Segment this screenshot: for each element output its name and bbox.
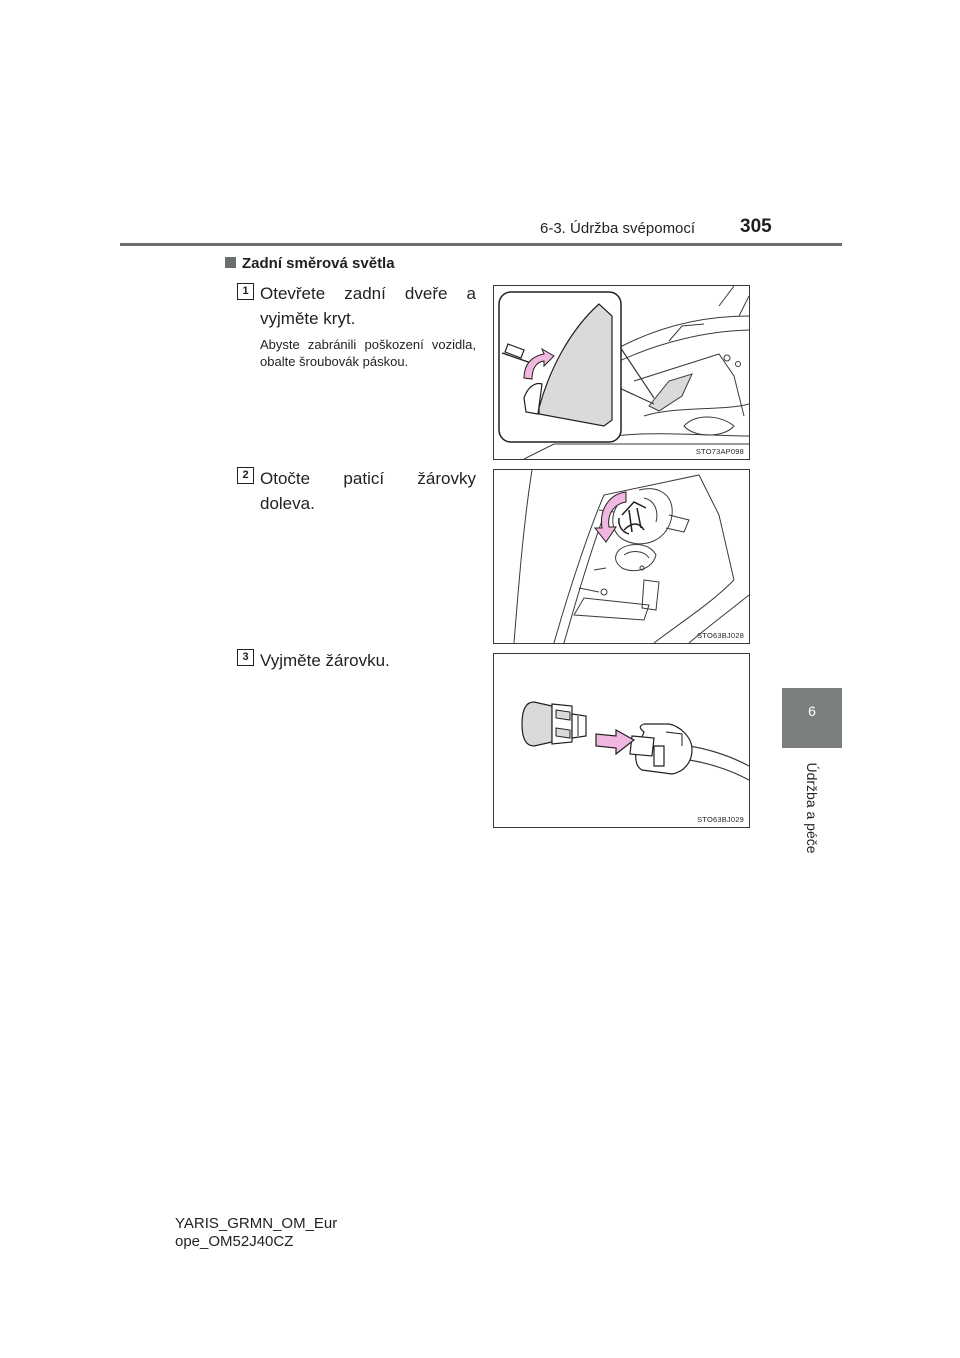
section-heading — [225, 255, 395, 272]
figure-1-illustration — [494, 286, 749, 459]
figure-3-code: STO63BJ029 — [697, 815, 744, 824]
step-2-text: Otočte paticí žárovky doleva. — [260, 469, 476, 513]
step-1-text: Otevřete zadní dveře a vyjměte kryt. — [260, 284, 476, 328]
step-badge-3: 3 — [237, 649, 254, 666]
page-number: 305 — [740, 216, 772, 237]
figure-2-code: STO63BJ028 — [697, 631, 744, 640]
step-badge-1: 1 — [237, 283, 254, 300]
figure-1 — [493, 285, 750, 460]
figure-3 — [493, 653, 750, 828]
chapter-tab-number: 6 — [808, 703, 816, 719]
step-badge-2: 2 — [237, 467, 254, 484]
figure-2-illustration — [494, 470, 749, 643]
chapter-tab-label: Údržba a péče — [804, 762, 820, 854]
header-section-title: 6-3. Údržba svépomocí — [540, 220, 696, 237]
square-bullet-icon — [225, 257, 236, 268]
figure-2 — [493, 469, 750, 644]
step-1-note: Abyste zabránili poškození vozidla, obalte šroubovák páskou. — [260, 337, 476, 369]
header-rule — [120, 243, 842, 246]
document-code: YARIS_GRMN_OM_Europe_OM52J40CZ — [175, 1215, 338, 1250]
step-3-text: Vyjměte žárovku. — [260, 651, 390, 670]
section-heading-text: Zadní směrová světla — [242, 255, 395, 272]
figure-3-illustration — [494, 654, 749, 827]
figure-1-code: STO73AP098 — [695, 447, 744, 456]
